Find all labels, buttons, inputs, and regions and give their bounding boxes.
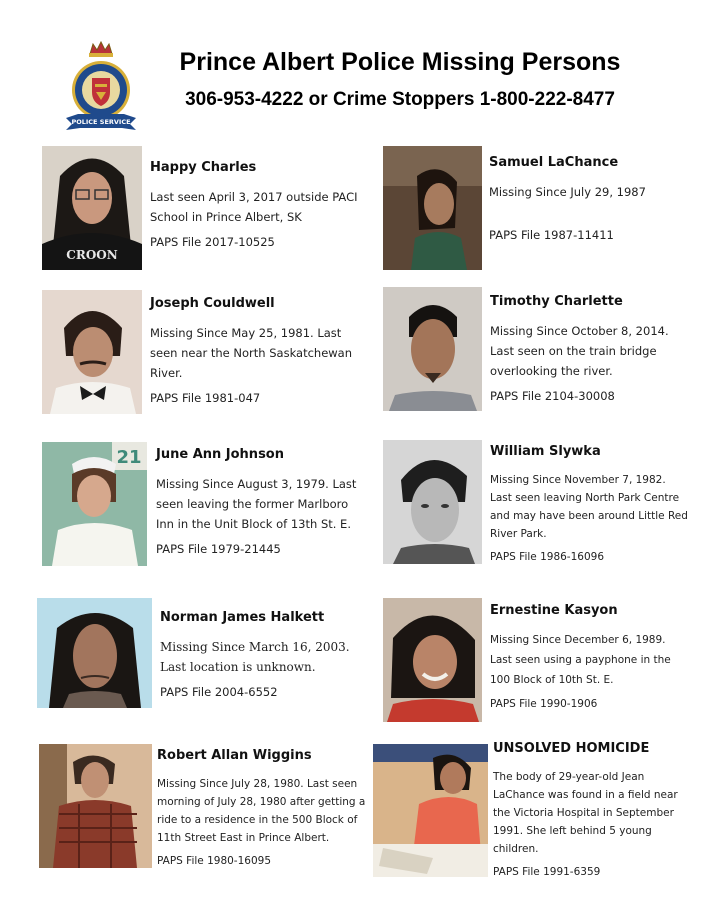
person-file: PAPS File 1990-1906 [490,698,598,710]
person-name: Samuel LaChance [489,155,619,170]
person-joseph-couldwell [150,296,360,405]
person-file: PAPS File 2017-10525 [150,235,275,249]
person-name: Timothy Charlette [490,294,623,309]
photo-samuel-lachance [383,146,482,270]
person-description: Missing Since July 29, 1987 [489,185,646,199]
case-title: UNSOLVED HOMICIDE [493,741,650,756]
badge-ribbon-text: POLICE SERVICE [71,118,131,126]
person-file: PAPS File 1979-21445 [156,542,281,556]
person-file: PAPS File 2104-30008 [490,389,615,403]
photo-number: 21 [116,447,142,468]
person-name: William Slywka [490,444,601,459]
person-june-ann-johnson [156,447,361,556]
case-file: PAPS File 1991-6359 [493,866,601,878]
person-norman-james-halkett [160,610,370,699]
person-file: PAPS File 1986-16096 [490,551,604,563]
photo-timothy-charlette [383,287,482,411]
person-william-slywka [490,444,690,563]
photo-ernestine-kasyon [383,598,482,722]
person-file: PAPS File 1987-11411 [489,228,614,242]
contact-phone: 306-953-4222 or Crime Stoppers 1-800-222-8477 [185,89,615,110]
person-name: Happy Charles [150,160,257,175]
person-name: Norman James Halkett [160,610,325,625]
photo-norman-james-halkett [37,598,152,708]
person-name: Ernestine Kasyon [490,603,618,618]
person-name: June Ann Johnson [156,447,284,462]
person-happy-charles [150,160,360,249]
person-description: Missing Since December 6, 1989. Last seen using a payphone in the 100 Block of 10th St. E. [490,634,671,686]
person-description: Missing Since July 28, 1980. Last seen morning of July 28, 1980 after getting a ride to a residence in the 500 Block of 11th Street East in Prince Albert. [157,778,366,844]
unsolved-homicide [493,741,693,878]
photo-joseph-couldwell [42,290,142,414]
person-file: PAPS File 2004-6552 [160,685,278,699]
person-description: Missing Since March 16, 2003. Last location is unknown. [160,640,350,674]
photo-william-slywka [383,440,482,564]
person-samuel-lachance [489,155,689,242]
person-ernestine-kasyon [490,603,690,710]
person-file: PAPS File 1980-16095 [157,855,271,867]
photo-robert-allan-wiggins [39,744,152,868]
person-file: PAPS File 1981-047 [150,391,261,405]
person-description: Missing Since October 8, 2014. Last seen on the train bridge overlooking the river. [490,324,669,378]
person-description: Missing Since November 7, 1982. Last seen leaving North Park Centre and may have been around Little Red River Park. [490,474,688,540]
person-name: Robert Allan Wiggins [157,748,312,763]
shirt-text: CROON [66,248,118,262]
person-timothy-charlette [490,294,690,403]
police-badge [62,40,140,136]
photo-happy-charles [42,146,142,270]
person-name: Joseph Couldwell [150,296,275,311]
person-description: Missing Since May 25, 1981. Last seen near the North Saskatchewan River. [150,326,353,380]
person-description: Missing Since August 3, 1979. Last seen leaving the former Marlboro Inn in the Unit Block of 13th St. E. [156,477,357,531]
page-title: Prince Albert Police Missing Persons [179,48,621,76]
person-description: Last seen April 3, 2017 outside PACI School in Prince Albert, SK [150,190,358,224]
photo-june-ann-johnson [42,442,147,566]
case-description: The body of 29-year-old Jean LaChance was found in a field near the Victoria Hospital in September 1991. She left behind 5 young children. [493,771,678,855]
photo-jean-lachance [373,744,488,877]
person-robert-allan-wiggins [157,748,367,867]
